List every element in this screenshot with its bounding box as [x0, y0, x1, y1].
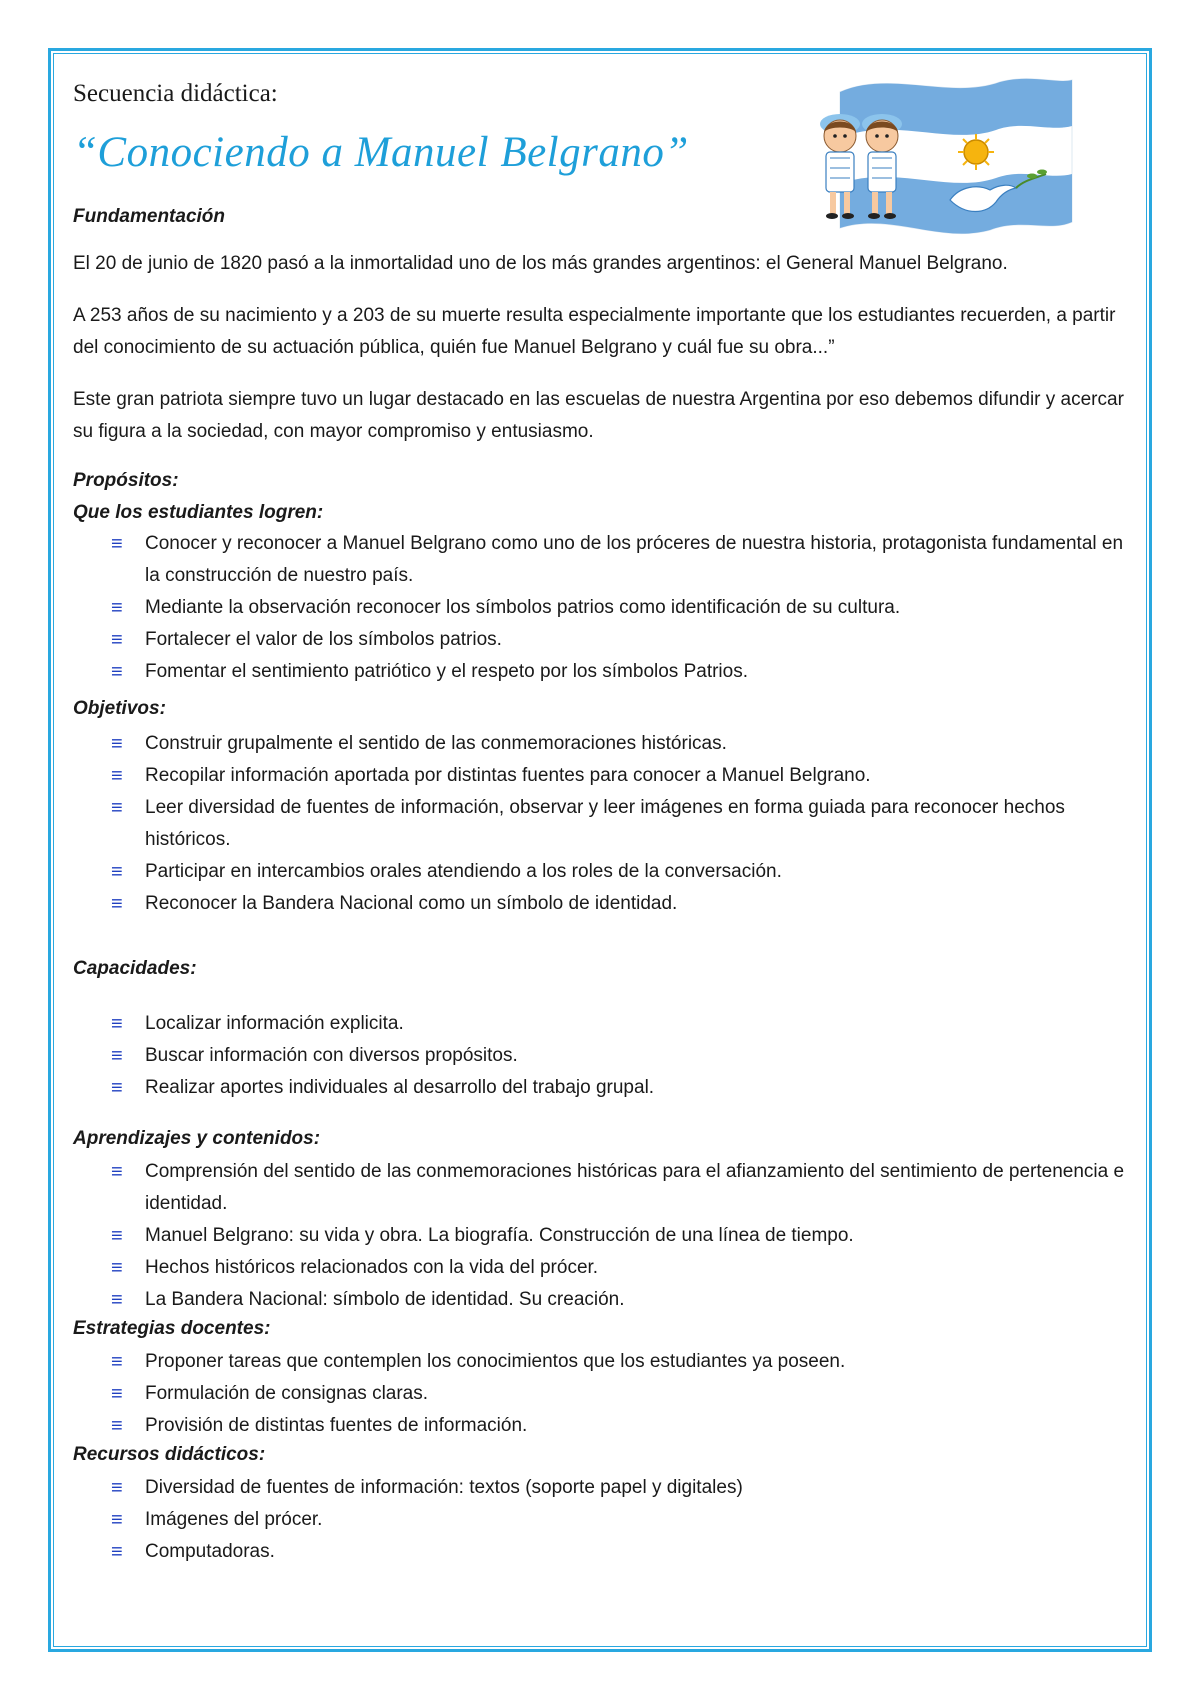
propositos-heading: Propósitos: [73, 470, 179, 491]
fundamentacion-paragraph-1: El 20 de junio de 1820 pasó a la inmortalidad uno de los más grandes argentinos: el General Manuel Belgrano. [73, 253, 1008, 274]
propositos-list [73, 528, 1133, 688]
list-item [73, 856, 1133, 888]
capacidades-heading: Capacidades: [73, 958, 197, 979]
bullet-icon: ≡ [111, 1161, 123, 1183]
bullet-icon: ≡ [111, 1257, 123, 1279]
list-item-text: Reconocer la Bandera Nacional como un símbolo de identidad. [145, 893, 678, 914]
list-item-text: Proponer tareas que contemplen los conocimientos que los estudiantes ya poseen. [145, 1351, 846, 1372]
fundamentacion-heading: Fundamentación [73, 206, 226, 227]
list-item-text: Imágenes del prócer. [145, 1509, 323, 1530]
bullet-icon: ≡ [111, 1541, 123, 1563]
list-item [73, 1378, 1133, 1410]
list-item-text: Leer diversidad de fuentes de información, observar y leer imágenes en forma guiada para reconocer hechos históricos. [145, 797, 1065, 850]
list-item-text: Manuel Belgrano: su vida y obra. La biografía. Construcción de una línea de tiempo. [145, 1225, 854, 1246]
list-item-text: Localizar información explicita. [145, 1013, 404, 1034]
list-item [73, 1220, 1133, 1252]
bullet-icon: ≡ [111, 733, 123, 755]
list-item [73, 1346, 1133, 1378]
propositos-subheading: Que los estudiantes logren: [73, 502, 324, 523]
list-item [73, 888, 1133, 920]
list-item [73, 528, 1133, 592]
list-item [73, 1008, 1133, 1040]
bullet-icon: ≡ [111, 597, 123, 619]
list-item-text: Fortalecer el valor de los símbolos patrios. [145, 629, 502, 650]
capacidades-list [73, 1008, 1133, 1104]
list-item [73, 592, 1133, 624]
list-item-text: Mediante la observación reconocer los símbolos patrios como identificación de su cultura. [145, 597, 901, 618]
bullet-icon: ≡ [111, 1289, 123, 1311]
bullet-icon: ≡ [111, 629, 123, 651]
bullet-icon: ≡ [111, 861, 123, 883]
list-item [73, 656, 1133, 688]
list-item [73, 760, 1133, 792]
estrategias-list [73, 1346, 1133, 1442]
list-item [73, 1072, 1133, 1104]
list-item-text: Realizar aportes individuales al desarrollo del trabajo grupal. [145, 1077, 655, 1098]
document-kicker: Secuencia didáctica: [73, 80, 278, 107]
list-item-text: Provisión de distintas fuentes de información. [145, 1415, 528, 1436]
list-item-text: Buscar información con diversos propósitos. [145, 1045, 518, 1066]
bullet-icon: ≡ [111, 765, 123, 787]
list-item [73, 624, 1133, 656]
document-body [73, 70, 1133, 1568]
bullet-icon: ≡ [111, 1415, 123, 1437]
list-item-text: La Bandera Nacional: símbolo de identidad. Su creación. [145, 1289, 625, 1310]
list-item [73, 1504, 1133, 1536]
aprendizajes-heading: Aprendizajes y contenidos: [73, 1128, 321, 1149]
list-item [73, 1410, 1133, 1442]
recursos-list [73, 1472, 1133, 1568]
bullet-icon: ≡ [111, 893, 123, 915]
list-item [73, 1284, 1133, 1316]
fundamentacion-paragraph-2: A 253 años de su nacimiento y a 203 de su muerte resulta especialmente importante que los estudiantes recuerden, a partir del conocimiento de su actuación pública, quién fue Manuel Belgrano y cuál fue su obra...” [73, 305, 1116, 358]
list-item [73, 1156, 1133, 1220]
list-item [73, 1472, 1133, 1504]
list-item-text: Comprensión del sentido de las conmemoraciones históricas para el afianzamiento del sentimiento de pertenencia e identidad. [145, 1161, 1125, 1214]
list-item-text: Participar en intercambios orales atendiendo a los roles de la conversación. [145, 861, 782, 882]
objetivos-list [73, 728, 1133, 920]
list-item-text: Computadoras. [145, 1541, 275, 1562]
bullet-icon: ≡ [111, 1013, 123, 1035]
bullet-icon: ≡ [111, 1045, 123, 1067]
objetivos-heading: Objetivos: [73, 698, 166, 719]
bullet-icon: ≡ [111, 1225, 123, 1247]
list-item [73, 792, 1133, 856]
list-item-text: Hechos históricos relacionados con la vida del prócer. [145, 1257, 599, 1278]
list-item [73, 1040, 1133, 1072]
bullet-icon: ≡ [111, 1383, 123, 1405]
estrategias-heading: Estrategias docentes: [73, 1318, 271, 1339]
bullet-icon: ≡ [111, 797, 123, 819]
list-item [73, 1536, 1133, 1568]
list-item [73, 728, 1133, 760]
document-title: “Conociendo a Manuel Belgrano” [73, 129, 689, 176]
bullet-icon: ≡ [111, 661, 123, 683]
list-item-text: Diversidad de fuentes de información: textos (soporte papel y digitales) [145, 1477, 743, 1498]
bullet-icon: ≡ [111, 1351, 123, 1373]
list-item-text: Conocer y reconocer a Manuel Belgrano como uno de los próceres de nuestra historia, protagonista fundamental en la construcción de nuestro país. [145, 533, 1124, 586]
aprendizajes-list [73, 1156, 1133, 1316]
list-item-text: Formulación de consignas claras. [145, 1383, 429, 1404]
list-item [73, 1252, 1133, 1284]
bullet-icon: ≡ [111, 1077, 123, 1099]
fundamentacion-paragraph-3: Este gran patriota siempre tuvo un lugar destacado en las escuelas de nuestra Argentina por eso debemos difundir y acercar su figura a la sociedad, con mayor compromiso y entusiasmo. [73, 389, 1124, 442]
list-item-text: Construir grupalmente el sentido de las conmemoraciones históricas. [145, 733, 727, 754]
bullet-icon: ≡ [111, 1509, 123, 1531]
list-item-text: Fomentar el sentimiento patriótico y el respeto por los símbolos Patrios. [145, 661, 748, 682]
bullet-icon: ≡ [111, 533, 123, 555]
recursos-heading: Recursos didácticos: [73, 1444, 266, 1465]
bullet-icon: ≡ [111, 1477, 123, 1499]
list-item-text: Recopilar información aportada por distintas fuentes para conocer a Manuel Belgrano. [145, 765, 871, 786]
